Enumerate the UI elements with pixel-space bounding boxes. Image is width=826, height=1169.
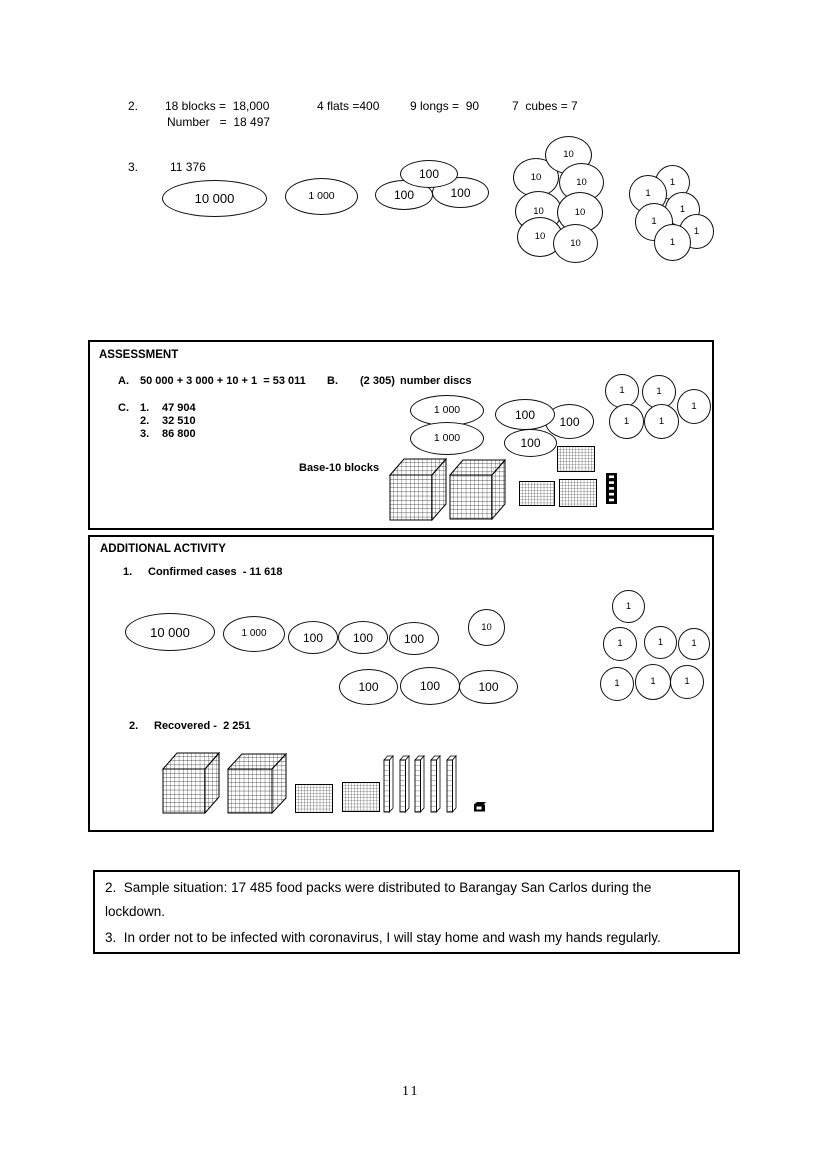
notes-line-3: 3. In order not to be infected with coronavirus, I will stay home and wash my hands regularly.: [105, 930, 661, 945]
item2-number-line: Number = 18 497: [167, 115, 271, 129]
number-disc-1: 1: [642, 375, 676, 409]
ten-long-block: [446, 755, 457, 813]
assessment-box: [88, 340, 714, 530]
number-disc-10: 10: [559, 163, 604, 202]
number-disc-1: 1: [635, 664, 671, 700]
notes-line-2: lockdown.: [105, 904, 166, 919]
number-disc-1: 1: [655, 165, 690, 200]
item3-number: 3.: [128, 160, 139, 174]
number-disc-100: 100: [338, 621, 388, 654]
assessment-c-label: C.: [118, 402, 129, 414]
number-disc-100: 100: [495, 399, 555, 430]
assessment-c3-num: 3.: [140, 428, 150, 440]
assessment-title: ASSESSMENT: [99, 349, 179, 361]
number-disc-100: 100: [389, 622, 439, 655]
number-disc-1: 1: [654, 224, 691, 261]
number-disc-10000: 10 000: [162, 180, 267, 217]
additional-item1-num: 1.: [123, 566, 133, 578]
number-disc-10: 10: [517, 217, 563, 257]
number-disc-1: 1: [644, 626, 677, 659]
thousand-cube-block: [227, 753, 287, 814]
additional-item1-text: Confirmed cases - 11 618: [148, 566, 283, 578]
number-disc-100: 100: [400, 160, 458, 188]
item2-flats-equation: 4 flats =400: [317, 99, 380, 113]
assessment-c1-value: 47 904: [162, 402, 196, 414]
ten-long-block: [399, 755, 410, 813]
number-disc-10: 10: [513, 158, 559, 197]
hundred-flat-block: [295, 784, 333, 813]
number-disc-100: 100: [339, 669, 398, 705]
notes-line-1: 2. Sample situation: 17 485 food packs were distributed to Barangay San Carlos during the: [105, 880, 652, 895]
number-disc-1: 1: [678, 628, 710, 660]
ten-long-block: [430, 755, 441, 813]
number-disc-100: 100: [545, 404, 594, 439]
number-disc-10: 10: [468, 609, 505, 646]
number-disc-1: 1: [635, 203, 673, 241]
number-disc-10: 10: [553, 224, 598, 263]
additional-activity-box: [88, 535, 714, 832]
assessment-c2-value: 32 510: [162, 415, 196, 427]
number-disc-10: 10: [515, 191, 562, 232]
one-units-stack-block: [606, 473, 617, 504]
assessment-b-value: (2 305): [360, 375, 395, 387]
item2-blocks-equation: 18 blocks = 18,000: [165, 99, 270, 113]
number-disc-10000: 10 000: [125, 613, 215, 651]
additional-item2-num: 2.: [129, 720, 139, 732]
ten-long-block: [414, 755, 425, 813]
number-disc-1000: 1 000: [410, 395, 484, 426]
assessment-c1-num: 1.: [140, 402, 150, 414]
hundred-flat-block: [559, 479, 597, 507]
item2-number: 2.: [128, 99, 139, 113]
number-disc-1000: 1 000: [285, 178, 358, 215]
hundred-flat-block: [519, 481, 555, 506]
additional-activity-title: ADDITIONAL ACTIVITY: [100, 543, 226, 555]
thousand-cube-block: [162, 752, 220, 814]
hundred-flat-block: [557, 446, 595, 472]
number-disc-100: 100: [375, 180, 433, 210]
one-unit-block: [474, 802, 486, 812]
number-disc-1: 1: [629, 175, 667, 213]
number-disc-1000: 1 000: [410, 422, 484, 455]
number-disc-100: 100: [459, 670, 518, 704]
number-disc-1000: 1 000: [223, 616, 285, 652]
number-disc-1: 1: [600, 667, 634, 701]
hundred-flat-block: [342, 782, 380, 812]
number-disc-100: 100: [504, 429, 557, 457]
number-disc-100: 100: [288, 621, 338, 654]
assessment-a-label: A.: [118, 375, 129, 387]
assessment-c3-value: 86 800: [162, 428, 196, 440]
number-disc-1: 1: [605, 374, 639, 408]
assessment-b-label: B.: [327, 375, 338, 387]
number-disc-1: 1: [612, 590, 645, 623]
number-disc-1: 1: [603, 627, 637, 661]
ten-long-block: [383, 755, 394, 813]
thousand-cube-block: [389, 458, 447, 521]
item2-longs-equation: 9 longs = 90: [410, 99, 480, 113]
item3-value: 11 376: [170, 160, 206, 174]
additional-item2-text: Recovered - 2 251: [154, 720, 251, 732]
base10-blocks-label: Base-10 blocks: [299, 462, 380, 474]
assessment-c2-num: 2.: [140, 415, 150, 427]
number-disc-1: 1: [679, 214, 714, 249]
number-disc-10: 10: [545, 136, 592, 174]
number-disc-100: 100: [432, 177, 489, 208]
number-disc-100: 100: [400, 667, 460, 705]
number-disc-1: 1: [609, 404, 644, 439]
number-disc-1: 1: [644, 404, 679, 439]
notes-box: [93, 870, 740, 954]
item2-cubes-equation: 7 cubes = 7: [512, 99, 578, 113]
number-disc-1: 1: [665, 192, 700, 227]
number-disc-1: 1: [670, 665, 704, 699]
assessment-b-text: number discs: [400, 375, 472, 387]
number-disc-1: 1: [677, 389, 711, 424]
number-disc-10: 10: [557, 192, 603, 233]
page-number: 11: [402, 1084, 420, 1099]
assessment-a-text: 50 000 + 3 000 + 10 + 1 = 53 011: [140, 375, 306, 387]
thousand-cube-block: [449, 459, 506, 520]
